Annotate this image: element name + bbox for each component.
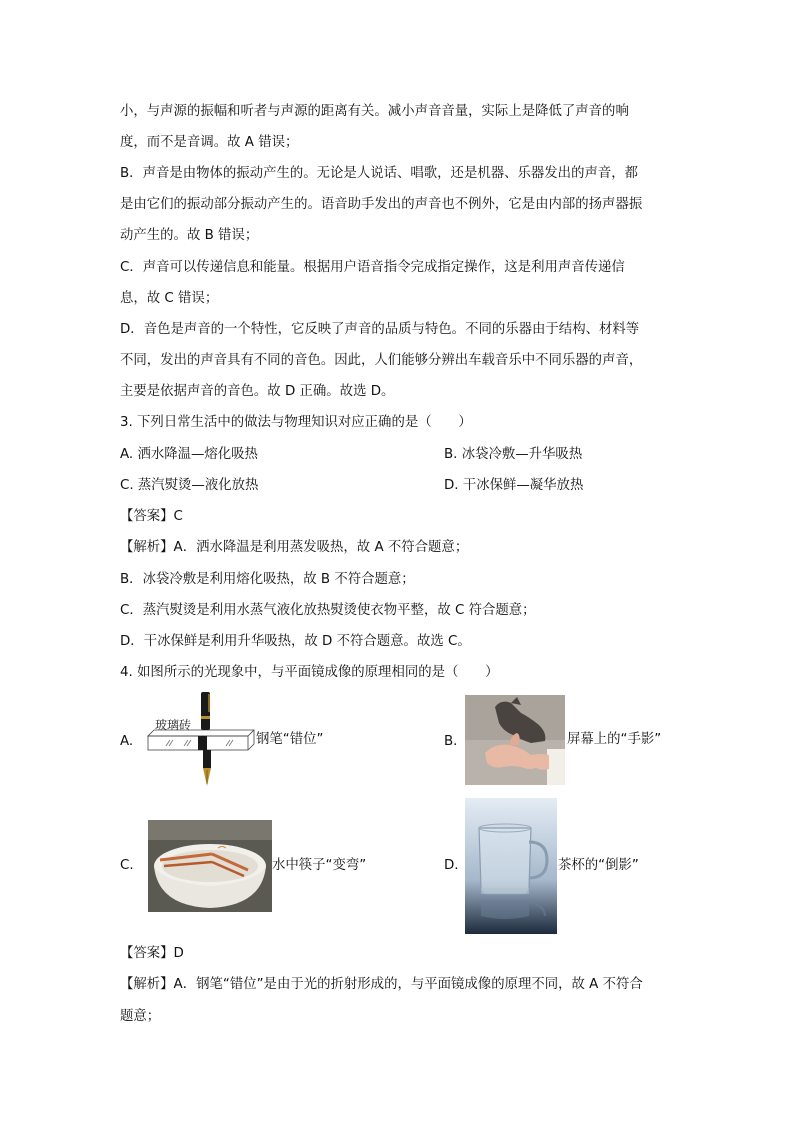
q3-analysis-line: C．蒸汽熨烫是利用水蒸气液化放热熨烫使衣物平整，故 C 符合题意； (120, 603, 536, 618)
text-line: 动产生的。故 B 错误； (120, 228, 259, 243)
q3-option-b: B. 冰袋冷敷—升华吸热 (444, 447, 583, 462)
question-3-stem: 3. 下列日常生活中的做法与物理知识对应正确的是（ ） (120, 415, 472, 430)
text-line: C．声音可以传递信息和能量。根据用户语音指令完成指定操作，这是利用声音传递信 (120, 260, 625, 275)
chopsticks-bowl-image (148, 820, 272, 912)
question-4-stem: 4. 如图所示的光现象中，与平面镜成像的原理相同的是（ ） (120, 665, 499, 680)
q3-analysis-line: 【解析】A．洒水降温是利用蒸发吸热，故 A 不符合题意； (120, 540, 469, 555)
q4-analysis-line: 【解析】A．钢笔“错位”是由于光的折射形成的，与平面镜成像的原理不同，故 A 不符合 (120, 977, 643, 992)
text-line: 息，故 C 错误； (120, 291, 219, 306)
text-line: 不同，发出的声音具有不同的音色。因此，人们能够分辨出车载音乐中不同乐器的声音， (120, 353, 643, 368)
q4-option-b-caption: 屏幕上的“手影” (567, 732, 662, 747)
text-line: D．音色是声音的一个特性，它反映了声音的品质与特色。不同的乐器由于结构、材料等 (120, 322, 640, 337)
text-line: 主要是依据声音的音色。故 D 正确。故选 D。 (120, 384, 395, 399)
q4-answer: 【答案】D (120, 946, 184, 961)
q4-option-d-letter: D. (444, 858, 459, 873)
text-line: 度，而不是音调。故 A 错误； (120, 135, 299, 150)
text-line: 是由它们的振动部分振动产生的。语音助手发出的声音也不例外，它是由内部的扬声器振 (120, 197, 643, 212)
q4-option-d-caption: 茶杯的“倒影” (558, 858, 639, 873)
q3-analysis-line: B．冰袋冷敷是利用熔化吸热，故 B 不符合题意； (120, 572, 415, 587)
q3-option-c: C. 蒸汽熨烫—液化放热 (120, 478, 259, 493)
q4-option-a-letter: A. (120, 734, 134, 749)
q3-answer: 【答案】C (120, 509, 183, 524)
q4-option-a-caption: 钢笔“错位” (256, 732, 324, 747)
hand-shadow-image (465, 695, 565, 785)
q4-option-c-letter: C. (120, 858, 134, 873)
q4-option-b-letter: B. (444, 734, 458, 749)
q3-option-d: D. 干冰保鲜—凝华放热 (444, 478, 584, 493)
glass-cup-reflection-image (465, 798, 557, 934)
q4-option-c-caption: 水中筷子“变弯” (272, 858, 367, 873)
q3-analysis-line: D．干冰保鲜是利用升华吸热，故 D 不符合题意。故选 C。 (120, 634, 471, 649)
glass-block-label: 玻璃砖 (155, 718, 192, 732)
pen-glass-block-image (138, 690, 256, 790)
q3-option-a: A. 洒水降温—熔化吸热 (120, 447, 258, 462)
text-line: B．声音是由物体的振动产生的。无论是人说话、唱歌，还是机器、乐器发出的声音，都 (120, 166, 639, 181)
text-line: 小，与声源的振幅和听者与声源的距离有关。减小声音音量，实际上是降低了声音的响 (120, 104, 629, 119)
q4-analysis-line: 题意； (120, 1009, 161, 1024)
